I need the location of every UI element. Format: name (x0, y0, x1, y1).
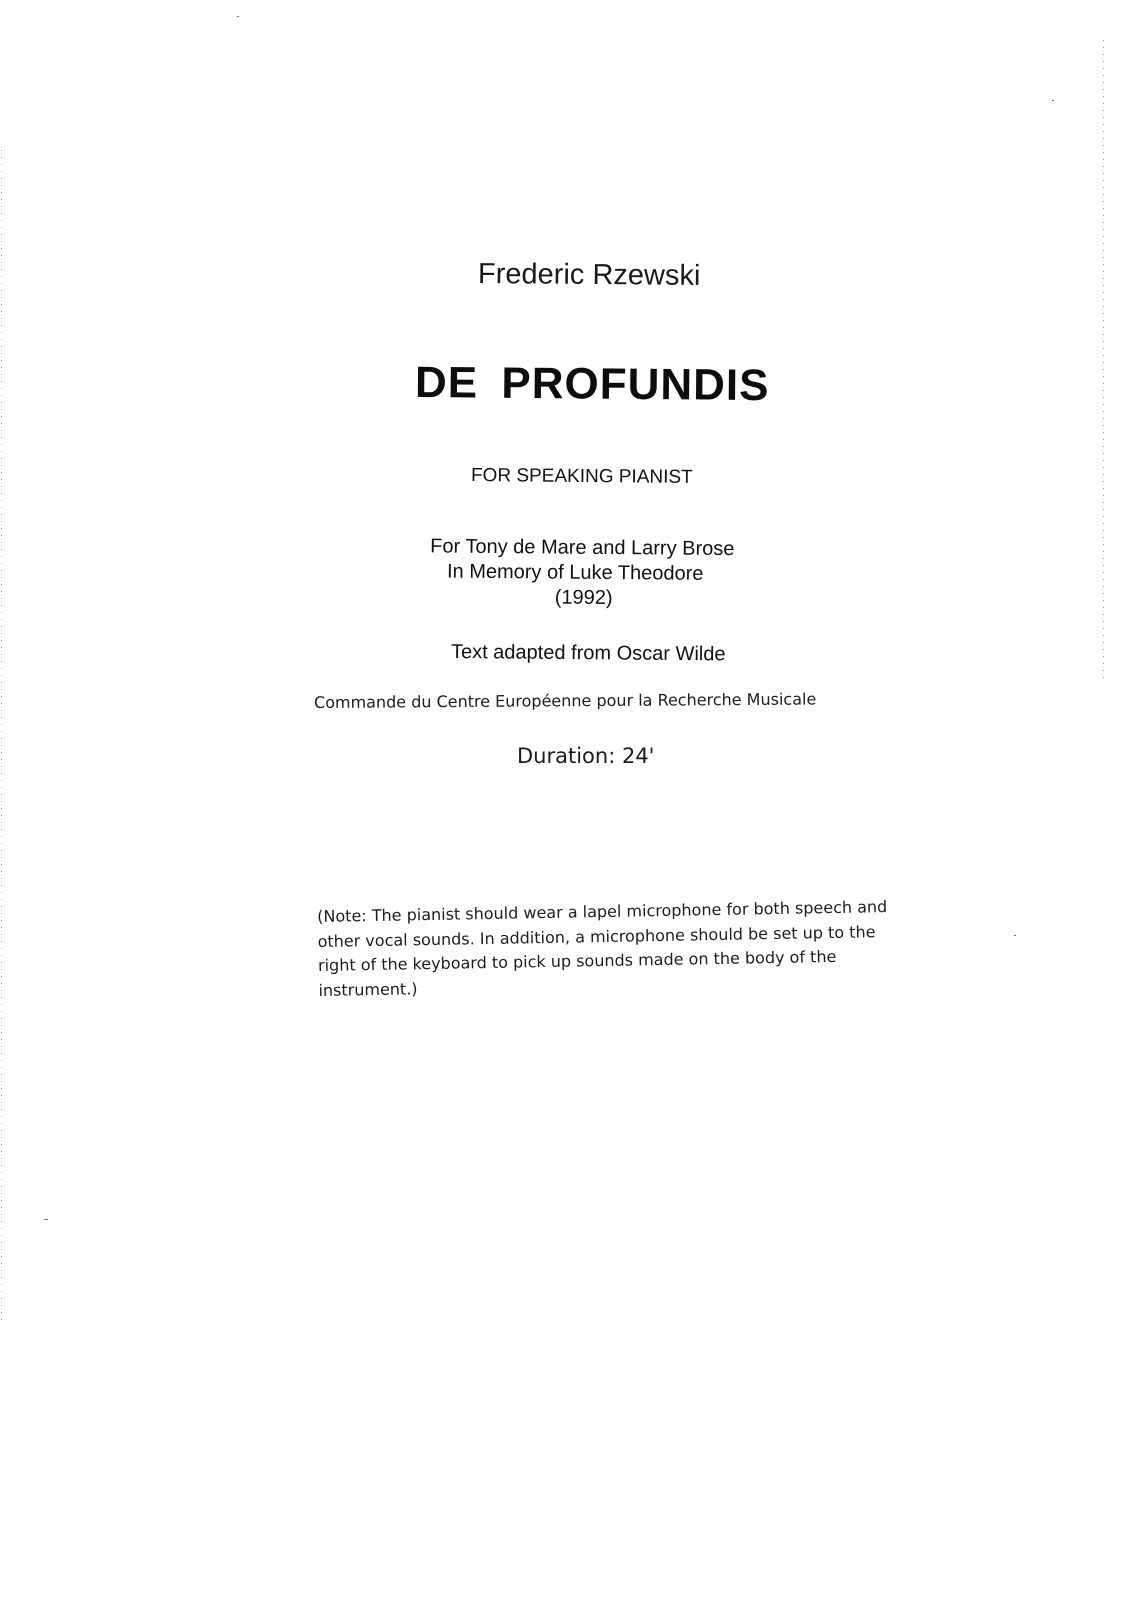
duration: Duration: 24' (517, 744, 655, 768)
note-line: right of the keyboard to pick up sounds made on the body of the (317, 946, 837, 975)
composition-year: (1992) (554, 586, 613, 610)
right-scan-edge (1103, 40, 1104, 680)
memorial-line: In Memory of Luke Theodore (446, 560, 704, 585)
work-title: DE PROFUNDIS (414, 358, 770, 411)
scan-speck (237, 16, 239, 17)
note-line: (Note: The pianist should wear a lapel microphone for both speech and (317, 897, 888, 926)
scan-speck (1014, 935, 1016, 936)
scan-speck (44, 1219, 48, 1220)
note-line: instrument.) (318, 978, 418, 1000)
note-line: other vocal sounds. In addition, a microphone should be set up to the (317, 921, 876, 951)
instrumentation-subtitle: FOR SPEAKING PIANIST (470, 465, 693, 488)
dedication-line: For Tony de Mare and Larry Brose (430, 535, 735, 561)
scan-speck (1052, 100, 1054, 101)
dedication-block (430, 534, 791, 612)
left-scan-edge (1, 150, 2, 1320)
text-source: Text adapted from Oscar Wilde (450, 641, 726, 666)
composer-name: Frederic Rzewski (477, 258, 701, 292)
commission-credit: Commande du Centre Européenne pour la Recherche Musicale (313, 689, 817, 712)
performance-note (317, 894, 969, 1003)
